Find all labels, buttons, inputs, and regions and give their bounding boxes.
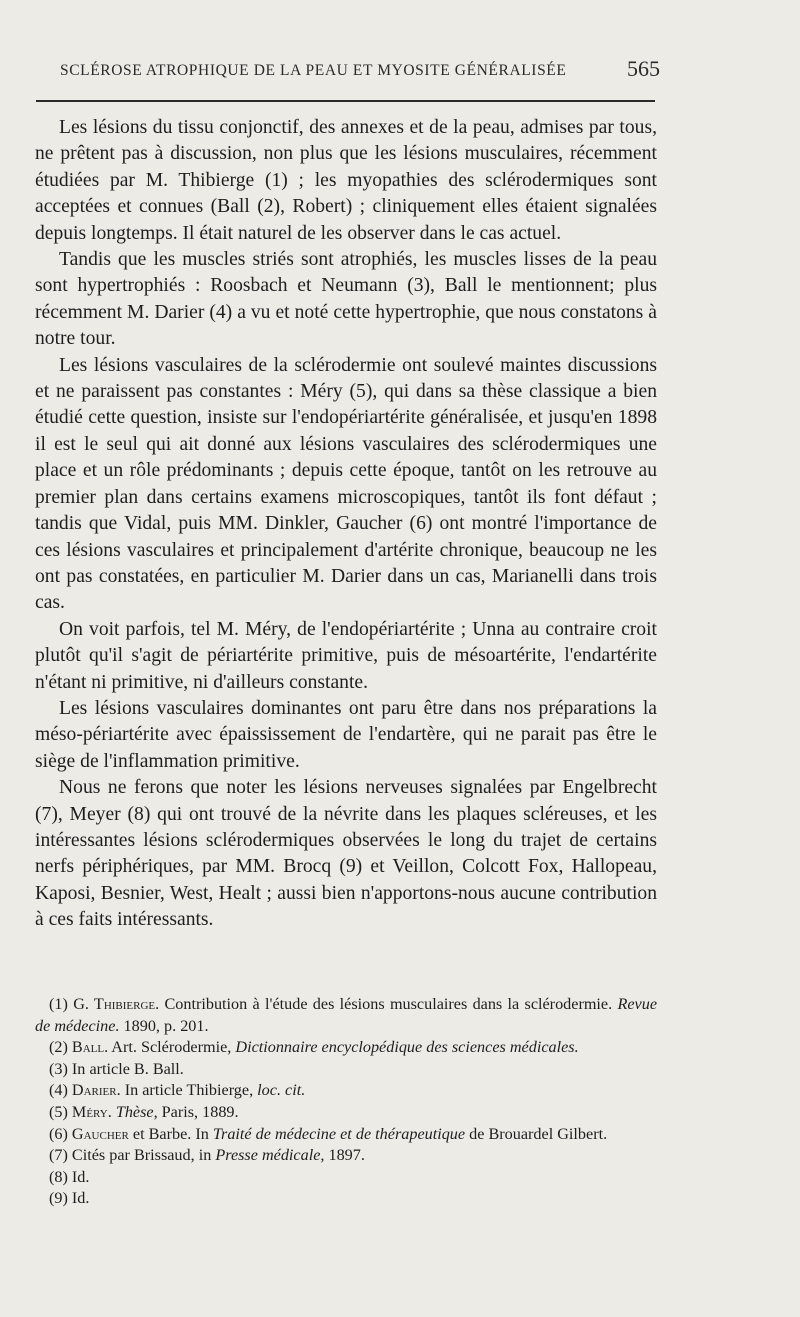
footnote <box>35 1059 657 1081</box>
paragraph: On voit parfois, tel M. Méry, de l'endopériartérite ; Unna au contraire croit plutôt qu'il s'agit de périartérite primitive, puis de mésoartérite, l'endartérite n'étant ni primitive, ni d'ailleurs constante. <box>35 618 657 693</box>
footnote-number: (8) <box>49 1167 68 1186</box>
paragraph: Les lésions vasculaires de la sclérodermie ont soulevé maintes discussions et ne paraissent pas constantes : Méry (5), qui dans sa thèse classique a bien étudié cette question, insiste sur l'endopériartérite généralisée, et jusqu'en 1898 il est le seul qui ait donné aux lésions vasculaires des sclérodermiques une place et un rôle prédominants ; depuis cette époque, tantôt on les retrouve au premier plan dans certains examens microscopiques, tantôt ils font défaut ; tandis que Vidal, puis MM. Dinkler, Gaucher (6) ont montré l'importance de ces lésions vasculaires et principalement d'artérite chronique, beaucoup ne les ont pas constatées, en particulier M. Darier dans un cas, Marianelli dans trois cas. <box>35 354 657 614</box>
footnote-after: Paris, 1889. <box>157 1102 239 1121</box>
footnote <box>35 1037 657 1059</box>
footnote-text: Cités par Brissaud, in <box>71 1146 216 1165</box>
paragraph: Tandis que les muscles striés sont atrophiés, les muscles lisses de la peau sont hypertrophiés : Roosbach et Neumann (3), Ball le mentionnent; plus récemment M. Darier (4) a vu et noté cette hypertrophie, que nous constatons à notre tour. <box>35 249 657 350</box>
footnote-text: Contribution à l'étude des lésions musculaires dans la sclérodermie. <box>159 995 618 1013</box>
footnote-author: Darier. <box>71 1081 121 1100</box>
footnote-number: (7) <box>49 1146 68 1165</box>
body-text <box>35 115 657 934</box>
header-rule <box>36 100 655 102</box>
footnote-author: Méry. <box>71 1102 112 1121</box>
footnote-text: et Barbe. In <box>128 1124 213 1143</box>
footnote-italic: Revue de médecine. <box>35 995 658 1035</box>
footnote-number: (6) <box>49 1124 68 1143</box>
footnote-author: G. Thibierge. <box>73 995 160 1013</box>
paragraph: Les lésions du tissu conjonctif, des annexes et de la peau, admises par tous, ne prêtent pas à discussion, non plus que les lésions musculaires, récemment étudiées par M. Thibierge (1) ; les myopathies des sclérodermiques sont acceptées et connues (Ball (2), Robert) ; cliniquement elles étaient signalées depuis longtemps. Il était naturel de les observer dans le cas actuel. <box>35 117 657 244</box>
footnote-number: (5) <box>49 1102 68 1121</box>
footnote-after: 1890, p. 201. <box>119 1016 209 1035</box>
footnote-after: de Brouardel Gilbert. <box>465 1124 608 1143</box>
footnote-number: (2) <box>49 1038 68 1057</box>
footnote-number: (3) <box>49 1059 68 1078</box>
footnote <box>35 1124 657 1146</box>
footnote <box>35 1102 657 1124</box>
footnote <box>35 1188 657 1210</box>
footnote-italic: loc. cit. <box>257 1081 306 1100</box>
footnote-text: In article Thibierge, <box>120 1081 258 1100</box>
footnote-italic: Dictionnaire encyclopédique des sciences médicales. <box>235 1038 579 1057</box>
footnote-text: Id. <box>71 1189 90 1208</box>
footnotes <box>35 994 657 1210</box>
footnote-number: (1) <box>49 995 68 1013</box>
paragraph: Nous ne ferons que noter les lésions nerveuses signalées par Engelbrecht (7), Meyer (8) qui ont trouvé de la névrite dans les plaques scléreuses, et les intéressantes lésions sclérodermiques observées le long du trajet de certains nerfs périphériques, par MM. Brocq (9) et Veillon, Colcott Fox, Hallopeau, Kaposi, Besnier, West, Healt ; aussi bien n'apportons-nous aucune contribution à ces faits intéressants. <box>35 777 657 931</box>
running-title: SCLÉROSE ATROPHIQUE DE LA PEAU ET MYOSITE GÉNÉRALISÉE <box>60 62 567 79</box>
footnote-italic: Presse médicale, <box>215 1146 325 1165</box>
footnote-author: Gaucher <box>71 1124 129 1143</box>
footnote-author: Ball. <box>71 1038 109 1057</box>
footnote-text: Art. Sclérodermie, <box>108 1038 236 1057</box>
footnote-number: (9) <box>49 1189 68 1208</box>
footnote-italic: Thèse, <box>115 1102 158 1121</box>
footnote-text: Id. <box>71 1167 90 1186</box>
footnote <box>35 1167 657 1189</box>
footnote-text: In article B. Ball. <box>71 1059 184 1078</box>
footnote-italic: Traité de médecine et de thérapeutique <box>212 1124 466 1143</box>
footnote-after: 1897. <box>324 1146 365 1165</box>
paragraph: Les lésions vasculaires dominantes ont paru être dans nos préparations la méso-périartérite avec épaississement de l'endartère, qui ne parait pas être le siège de l'inflammation primitive. <box>35 697 657 772</box>
footnote <box>35 1080 657 1102</box>
footnote-number: (4) <box>49 1081 68 1100</box>
page-number: 565 <box>627 56 660 81</box>
footnote <box>35 994 657 1037</box>
footnote <box>35 1145 657 1167</box>
